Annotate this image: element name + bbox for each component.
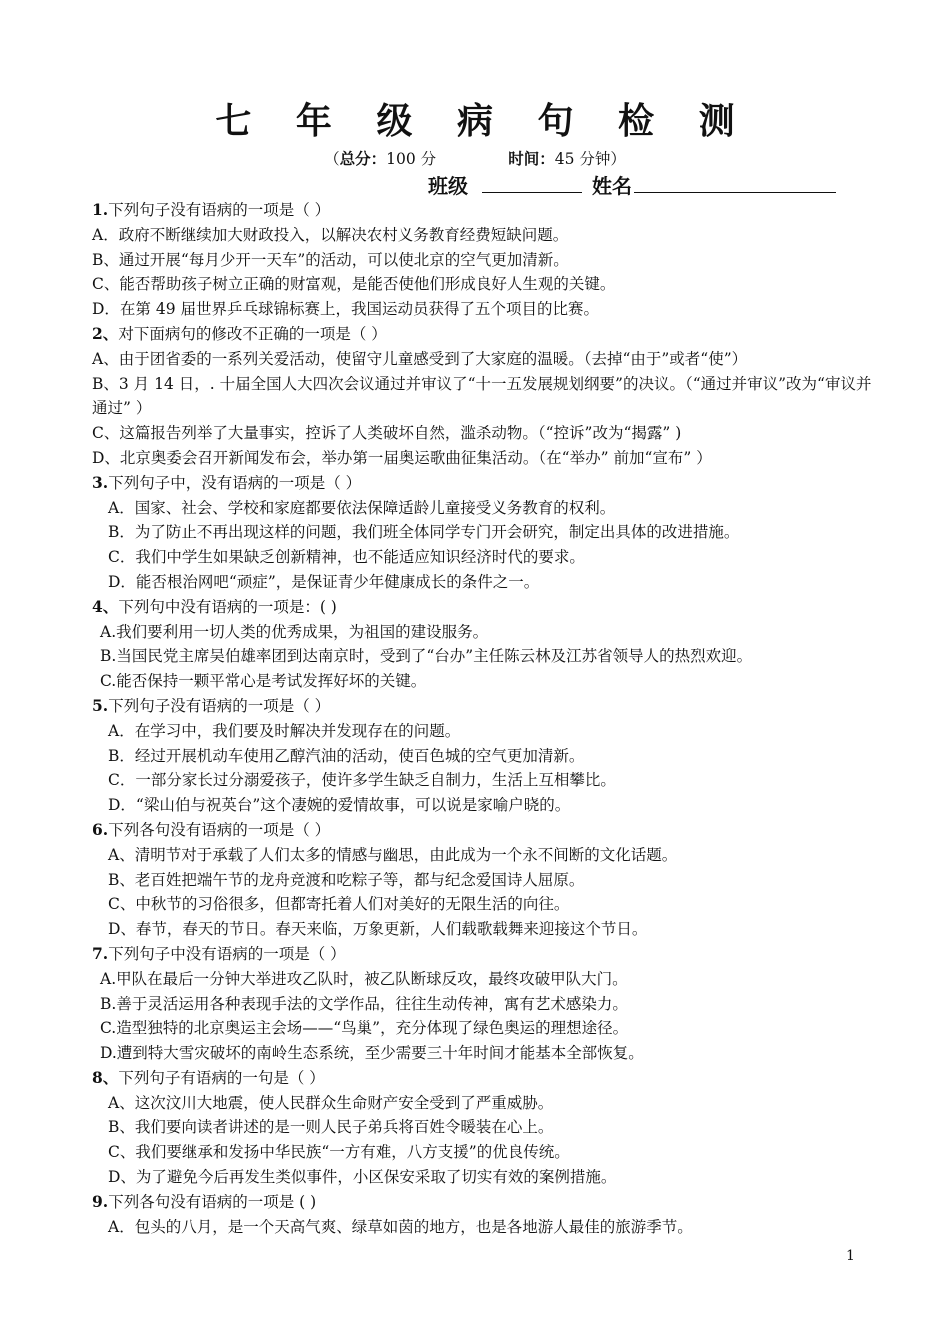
question-option: D．“梁山伯与祝英台”这个凄婉的爱情故事，可以说是家喻户晓的。 bbox=[108, 796, 571, 815]
question-separator: . bbox=[102, 819, 109, 839]
question-option: B.当国民党主席吴伯雄率团到达南京时，受到了“台办”主任陈云林及江苏省领导人的热烈欢迎。 bbox=[100, 647, 753, 666]
question-stem bbox=[92, 694, 872, 719]
time-label: 时间： bbox=[508, 150, 555, 168]
question-number: 9 bbox=[92, 1191, 103, 1211]
question-separator: 、 bbox=[102, 596, 119, 616]
question-list bbox=[92, 198, 872, 1239]
question-option: B.善于灵活运用各种表现手法的文学作品，往往生动传神，寓有艺术感染力。 bbox=[100, 994, 628, 1013]
question-number: 6 bbox=[92, 819, 103, 839]
name-blank[interactable] bbox=[634, 172, 836, 193]
question-option: B、老百姓把端午节的龙舟竞渡和吃粽子等，都与纪念爱国诗人屈原。 bbox=[108, 870, 585, 889]
question-text: 下列句子有语病的一句是（ ） bbox=[118, 1068, 325, 1087]
question-option: A．在学习中，我们要及时解决并发现存在的问题。 bbox=[108, 721, 461, 740]
question-option: D、北京奥委会召开新闻发布会，举办第一届奥运歌曲征集活动。（在“举办” 前加“宣布” ） bbox=[92, 448, 712, 467]
question-option: C．我们中学生如果缺乏创新精神，也不能适应知识经济时代的要求。 bbox=[108, 548, 585, 567]
question-option: A．国家、社会、学校和家庭都要依法保障适龄儿童接受义务教育的权利。 bbox=[108, 498, 616, 517]
question-option: C、这篇报告列举了大量事实，控诉了人类破坏自然，滥杀动物。（“控诉”改为“揭露” ) bbox=[92, 424, 682, 443]
question-option: D．在第 49 届世界乒乓球锦标赛上，我国运动员获得了五个项目的比赛。 bbox=[92, 300, 600, 319]
question-option: A、清明节对于承载了人们太多的情感与幽思，由此成为一个永不间断的文化话题。 bbox=[108, 845, 678, 864]
page-title: 七 年 级 病 句 检 测 bbox=[215, 101, 751, 142]
question-separator: 、 bbox=[102, 1067, 119, 1087]
question-option: D、为了避免今后再发生类似事件，小区保安采取了切实有效的案例措施。 bbox=[108, 1168, 617, 1187]
question-option: C.造型独特的北京奥运主会场——“鸟巢”，充分体现了绿色奥运的理想途径。 bbox=[100, 1019, 629, 1038]
question-option: C、我们要继承和发扬中华民族“一方有难，八方支援”的优良传统。 bbox=[108, 1143, 570, 1162]
question-stem bbox=[92, 1190, 872, 1215]
question-stem bbox=[92, 1066, 872, 1091]
question-option: C、中秋节的习俗很多，但都寄托着人们对美好的无限生活的向往。 bbox=[108, 895, 570, 914]
question-separator: . bbox=[102, 472, 109, 492]
question-text: 下列句子中没有语病的一项是（ ） bbox=[108, 944, 346, 963]
question-option: B、通过开展“每月少开一天车”的活动，可以使北京的空气更加清新。 bbox=[92, 250, 569, 269]
question-stem bbox=[92, 471, 872, 496]
question-option: D．能否根治网吧“顽症”，是保证青少年健康成长的条件之一。 bbox=[108, 572, 540, 591]
question-stem bbox=[92, 595, 872, 620]
question-separator: . bbox=[102, 943, 109, 963]
question-stem bbox=[92, 198, 872, 223]
question-option: B．为了防止不再出现这样的问题，我们班全体同学专门开会研究，制定出具体的改进措施。 bbox=[108, 523, 740, 542]
page-number: 1 bbox=[846, 1248, 855, 1264]
question-number: 5 bbox=[92, 695, 103, 715]
question-separator: 、 bbox=[102, 323, 119, 343]
question-separator: . bbox=[102, 200, 109, 219]
question-option: A．包头的八月，是一个天高气爽、绿草如茵的地方，也是各地游人最佳的旅游季节。 bbox=[108, 1217, 693, 1236]
question-text: 下列各句没有语病的一项是 ( ) bbox=[108, 1192, 317, 1211]
question-stem bbox=[92, 818, 872, 843]
meta-open-paren: （ bbox=[324, 150, 340, 168]
question-separator: . bbox=[102, 1191, 109, 1211]
question-number: 1 bbox=[92, 200, 103, 219]
question-option: D.遭到特大雪灾破坏的南岭生态系统，至少需要三十年时间才能基本全部恢复。 bbox=[100, 1044, 644, 1063]
question-number: 7 bbox=[92, 943, 103, 963]
name-label: 姓名 bbox=[592, 174, 632, 198]
question-option: A、由于团省委的一系列关爱活动，使留守儿童感受到了大家庭的温暖。（去掉“由于”或者“使”） bbox=[92, 349, 748, 368]
question-option: C．一部分家长过分溺爱孩子，使许多学生缺乏自制力，生活上互相攀比。 bbox=[108, 771, 616, 790]
question-option: C.能否保持一颗平常心是考试发挥好坏的关键。 bbox=[100, 672, 427, 691]
question-text: 下列句中没有语病的一项是：( ) bbox=[118, 597, 337, 616]
score-label: 总分： bbox=[339, 150, 387, 168]
question-option: A、这次汶川大地震，使人民群众生命财产安全受到了严重威胁。 bbox=[108, 1093, 554, 1112]
student-info-row bbox=[428, 172, 836, 200]
question-option: A.甲队在最后一分钟大举进攻乙队时，被乙队断球反攻，最终攻破甲队大门。 bbox=[100, 969, 628, 988]
question-option: A．政府不断继续加大财政投入，以解决农村义务教育经费短缺问题。 bbox=[92, 225, 569, 244]
question-text: 下列句子中，没有语病的一项是（ ） bbox=[108, 473, 362, 492]
question-text: 下列句子没有语病的一项是（ ） bbox=[108, 201, 331, 219]
question-option: B．经过开展机动车使用乙醇汽油的活动，使百色城的空气更加清新。 bbox=[108, 746, 585, 765]
question-text: 对下面病句的修改不正确的一项是（ ） bbox=[118, 324, 387, 343]
score-value: 100 分 bbox=[386, 150, 437, 168]
class-label: 班级 bbox=[428, 174, 468, 198]
class-blank[interactable] bbox=[482, 172, 582, 193]
question-number: 4 bbox=[92, 596, 103, 616]
question-stem bbox=[92, 942, 872, 967]
exam-meta bbox=[0, 148, 950, 170]
question-number: 2 bbox=[92, 323, 103, 343]
question-stem bbox=[92, 322, 872, 347]
question-option: A.我们要利用一切人类的优秀成果，为祖国的建设服务。 bbox=[100, 622, 489, 641]
question-number: 3 bbox=[92, 472, 103, 492]
question-option: C、能否帮助孩子树立正确的财富观，是能否使他们形成良好人生观的关键。 bbox=[92, 275, 616, 294]
question-separator: . bbox=[102, 695, 109, 715]
question-number: 8 bbox=[92, 1067, 103, 1087]
time-value: 45 分钟） bbox=[554, 150, 626, 168]
question-option: B、我们要向读者讲述的是一则人民子弟兵将百姓令暖装在心上。 bbox=[108, 1118, 554, 1137]
question-option: D、春节，春天的节日。春天来临，万象更新，人们载歌载舞来迎接这个节日。 bbox=[108, 920, 648, 939]
question-text: 下列各句没有语病的一项是（ ） bbox=[108, 820, 331, 839]
question-text: 下列句子没有语病的一项是（ ） bbox=[108, 696, 331, 715]
question-option: B、3 月 14 日，. 十届全国人大四次会议通过并审议了“十一五发展规划纲要”的决议。（“通过并审议”改为“审议并通过” ） bbox=[92, 374, 872, 418]
